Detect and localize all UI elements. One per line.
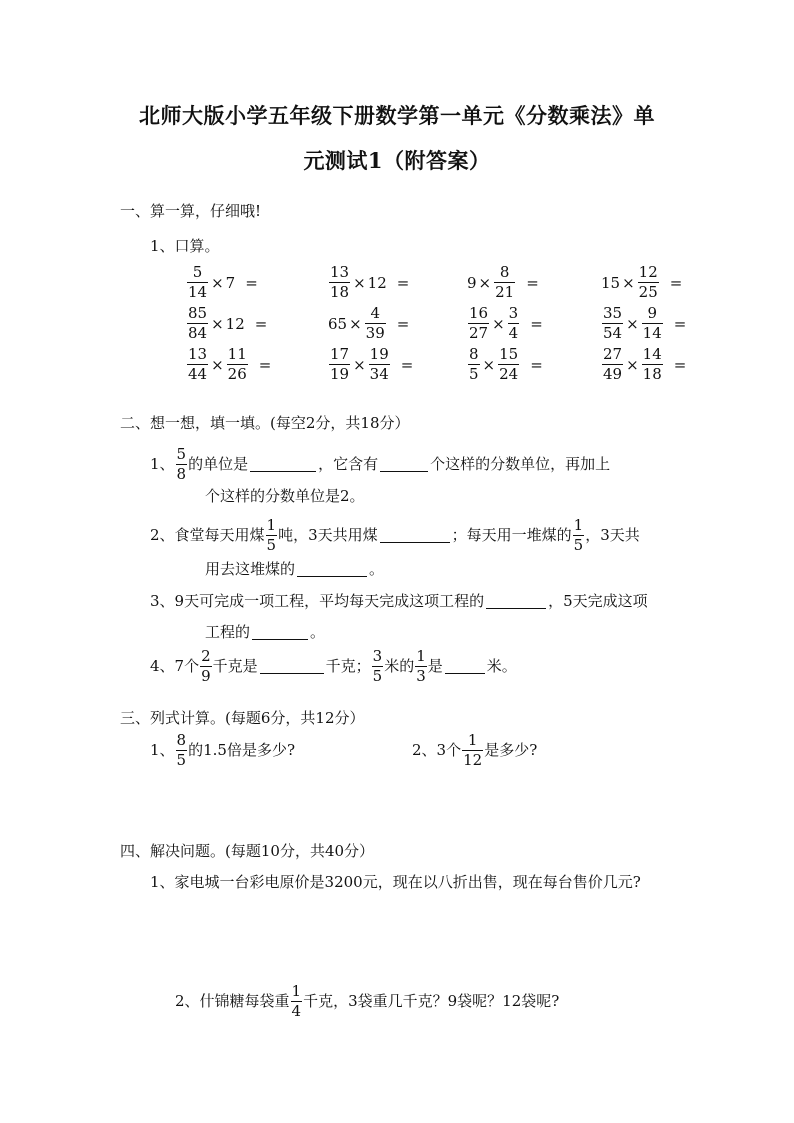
- s2-q4-text2: 千克；: [325, 657, 371, 675]
- fraction: [494, 265, 515, 300]
- fraction-numerator: 8: [176, 731, 187, 749]
- s2-q2-text1: 吨，3天共用煤: [278, 526, 378, 544]
- fraction: [642, 306, 663, 341]
- fraction-numerator: 3: [508, 304, 519, 322]
- oral-calc-item: [328, 306, 409, 341]
- equals-sign: =: [396, 314, 410, 333]
- s4-q2-prefix: 2、什锦糖每袋重: [175, 992, 290, 1010]
- fraction-numerator: 1: [266, 516, 277, 534]
- fraction-numerator: 19: [369, 345, 389, 363]
- fraction-denominator: 49: [603, 365, 623, 383]
- s3-q1-fraction: [176, 733, 188, 768]
- section-1-heading: 一、算一算，仔细哦!: [120, 202, 262, 220]
- fraction-numerator: 17: [330, 345, 350, 363]
- operand: 7: [225, 273, 236, 292]
- fraction-denominator: 26: [227, 365, 247, 383]
- fraction-numerator: 15: [499, 345, 519, 363]
- s2-q4: [150, 649, 517, 684]
- operand: 15: [601, 273, 621, 292]
- fraction-numerator: 13: [188, 345, 208, 363]
- fraction-numerator: 5: [176, 445, 187, 463]
- fraction-denominator: 84: [188, 324, 208, 342]
- fraction-denominator: 39: [365, 324, 385, 342]
- s2-q2-cont: [205, 562, 384, 577]
- fraction-denominator: 44: [188, 365, 208, 383]
- s4-q2: [175, 984, 559, 1019]
- s3-q2-fraction: [462, 733, 483, 768]
- fraction-denominator: 4: [508, 324, 519, 342]
- fraction: [638, 265, 659, 300]
- s4-q2-fraction: [291, 984, 303, 1019]
- fraction: [369, 347, 390, 382]
- fraction-numerator: 8: [469, 345, 479, 363]
- s3-q2-prefix: 2、3个: [412, 741, 462, 759]
- fraction-denominator: 9: [201, 667, 211, 685]
- s2-q2: [150, 518, 640, 553]
- fraction-numerator: 13: [330, 263, 350, 281]
- times-sign: ×: [622, 273, 635, 292]
- section-1-sub1: 1、口算。: [150, 237, 220, 255]
- fraction-numerator: 1: [467, 731, 478, 749]
- fraction-denominator: 19: [330, 365, 350, 383]
- fraction-denominator: 5: [372, 667, 383, 685]
- times-sign: ×: [353, 355, 366, 374]
- answer-blank[interactable]: [252, 625, 308, 640]
- oral-calc-item: [328, 347, 413, 382]
- equals-sign: =: [396, 273, 410, 292]
- fraction-numerator: 1: [291, 982, 302, 1000]
- section-4-heading: 四、解决问题。(每题10分，共40分）: [120, 842, 375, 860]
- fraction: [329, 347, 350, 382]
- s2-q1-prefix: 1、: [150, 455, 175, 473]
- times-sign: ×: [626, 355, 639, 374]
- answer-blank[interactable]: [260, 659, 324, 674]
- s2-q3-text1: 3、9天可完成一项工程，平均每天完成这项工程的: [150, 592, 485, 610]
- fraction-denominator: 24: [499, 365, 519, 383]
- equals-sign: =: [530, 355, 543, 374]
- operand: 9: [467, 273, 477, 292]
- fraction-denominator: 27: [469, 324, 489, 342]
- fraction: [642, 347, 663, 382]
- fraction-denominator: 4: [291, 1002, 302, 1020]
- s2-q3-text2: ，5天完成这项: [548, 592, 648, 610]
- s2-q3: [150, 594, 648, 609]
- equals-sign: =: [245, 273, 258, 292]
- fraction: [227, 347, 248, 382]
- fraction: [365, 306, 386, 341]
- fraction-denominator: 3: [416, 667, 426, 685]
- s2-q1: [150, 447, 610, 482]
- page-title: 北师大版小学五年级下册数学第一单元《分数乘法》单: [139, 103, 655, 128]
- s2-q4-fraction-3: [415, 649, 427, 684]
- s3-q2-text: 是多少?: [484, 741, 538, 759]
- times-sign: ×: [353, 273, 366, 292]
- s2-q4-text4: 是: [427, 657, 443, 675]
- fraction-numerator: 85: [188, 304, 208, 322]
- fraction-denominator: 8: [176, 465, 187, 483]
- oral-calc-item: [601, 306, 686, 341]
- s3-q1-text: 的1.5倍是多少?: [188, 741, 295, 759]
- fraction-denominator: 5: [573, 536, 584, 554]
- s2-q2-fraction-1: [266, 518, 278, 553]
- fraction-numerator: 9: [647, 304, 657, 322]
- s2-q2-fraction-2: [573, 518, 585, 553]
- oral-calc-item: [601, 347, 686, 382]
- fraction-numerator: 1: [573, 516, 584, 534]
- operand: 12: [225, 314, 245, 333]
- fraction-numerator: 11: [227, 345, 247, 363]
- times-sign: ×: [482, 355, 496, 374]
- fraction-denominator: 18: [330, 283, 350, 301]
- s2-q1-text1: 的单位是: [188, 455, 249, 473]
- oral-calc-item: [467, 306, 543, 341]
- fraction-numerator: 14: [642, 345, 662, 363]
- equals-sign: =: [673, 314, 687, 333]
- fraction-numerator: 27: [603, 345, 623, 363]
- fraction-denominator: 5: [266, 536, 277, 554]
- fraction: [468, 306, 489, 341]
- s2-q1-text2: ，它含有: [318, 455, 379, 473]
- s3-q2: [412, 733, 537, 768]
- page-title-continued: 元测试1（附答案）: [303, 148, 491, 173]
- answer-blank[interactable]: [380, 528, 450, 543]
- fraction-denominator: 5: [176, 751, 187, 769]
- s2-q4-prefix: 4、7个: [150, 657, 200, 675]
- fraction: [187, 347, 208, 382]
- s2-q3-text4: 。: [310, 623, 326, 641]
- s2-q1-cont: 个这样的分数单位是2。: [205, 487, 365, 505]
- times-sign: ×: [349, 314, 362, 333]
- s4-q2-text: 千克，3袋重几千克？9袋呢？12袋呢?: [303, 992, 560, 1010]
- fraction: [602, 347, 623, 382]
- oral-calc-item: [186, 306, 267, 341]
- s2-q4-text1: 千克是: [212, 657, 258, 675]
- fraction-denominator: 12: [463, 751, 483, 769]
- answer-blank[interactable]: [380, 457, 428, 472]
- s2-q1-fraction: [176, 447, 188, 482]
- equals-sign: =: [526, 273, 539, 292]
- equals-sign: =: [254, 314, 268, 333]
- oral-calc-item: [601, 265, 682, 300]
- fraction: [498, 347, 519, 382]
- times-sign: ×: [492, 314, 505, 333]
- fraction: [187, 265, 208, 300]
- s2-q3-text3: 工程的: [205, 623, 251, 641]
- oral-calc-item: [186, 265, 258, 300]
- equals-sign: =: [530, 314, 543, 333]
- fraction: [602, 306, 623, 341]
- fraction-denominator: 34: [369, 365, 389, 383]
- s2-q2-text4: 用去这堆煤的: [205, 560, 296, 578]
- fraction-numerator: 35: [603, 304, 623, 322]
- fraction-denominator: 21: [495, 283, 515, 301]
- answer-blank[interactable]: [445, 659, 485, 674]
- section-3-heading: 三、列式计算。(每题6分，共12分）: [120, 709, 365, 727]
- fraction: [468, 347, 480, 382]
- s2-q4-fraction-1: [200, 649, 212, 684]
- s2-q2-text2: ；每天用一堆煤的: [451, 526, 572, 544]
- times-sign: ×: [211, 273, 224, 292]
- s2-q3-cont: [205, 625, 325, 640]
- s2-q4-text5: 米。: [486, 657, 517, 675]
- equals-sign: =: [669, 273, 683, 292]
- answer-blank[interactable]: [297, 562, 367, 577]
- oral-calc-item: [186, 347, 271, 382]
- oral-calc-item: [328, 265, 409, 300]
- fraction-denominator: 25: [638, 283, 658, 301]
- fraction-numerator: 16: [469, 304, 489, 322]
- fraction-denominator: 14: [642, 324, 662, 342]
- equals-sign: =: [258, 355, 272, 374]
- oral-calc-item: [467, 347, 543, 382]
- fraction-numerator: 2: [201, 647, 211, 665]
- times-sign: ×: [626, 314, 639, 333]
- oral-calc-item: [467, 265, 539, 300]
- fraction-numerator: 12: [638, 263, 658, 281]
- fraction: [508, 306, 520, 341]
- s2-q4-fraction-2: [372, 649, 384, 684]
- operand: 12: [367, 273, 387, 292]
- answer-blank[interactable]: [250, 457, 316, 472]
- fraction-numerator: 3: [372, 647, 383, 665]
- equals-sign: =: [400, 355, 414, 374]
- s4-q1: 1、家电城一台彩电原价是3200元，现在以八折出售，现在每台售价几元?: [150, 873, 641, 891]
- section-2-heading: 二、想一想，填一填。(每空2分，共18分）: [120, 414, 410, 432]
- fraction: [329, 265, 350, 300]
- fraction-numerator: 5: [192, 263, 203, 281]
- fraction-numerator: 8: [499, 263, 510, 281]
- fraction-denominator: 14: [188, 283, 208, 301]
- times-sign: ×: [478, 273, 492, 292]
- times-sign: ×: [211, 314, 224, 333]
- s3-q1: [150, 733, 295, 768]
- fraction-numerator: 1: [416, 647, 426, 665]
- operand: 65: [328, 314, 348, 333]
- equals-sign: =: [673, 355, 687, 374]
- answer-blank[interactable]: [486, 594, 546, 609]
- fraction-denominator: 54: [603, 324, 623, 342]
- fraction: [187, 306, 208, 341]
- fraction-numerator: 4: [370, 304, 380, 322]
- s2-q2-prefix: 2、食堂每天用煤: [150, 526, 265, 544]
- s2-q2-text5: 。: [369, 560, 385, 578]
- fraction-denominator: 5: [469, 365, 479, 383]
- times-sign: ×: [211, 355, 224, 374]
- s2-q4-text3: 米的: [384, 657, 415, 675]
- s2-q1-text3: 个这样的分数单位，再加上: [430, 455, 611, 473]
- s3-q1-prefix: 1、: [150, 741, 175, 759]
- fraction-denominator: 18: [642, 365, 662, 383]
- s2-q2-text3: ，3天共: [585, 526, 640, 544]
